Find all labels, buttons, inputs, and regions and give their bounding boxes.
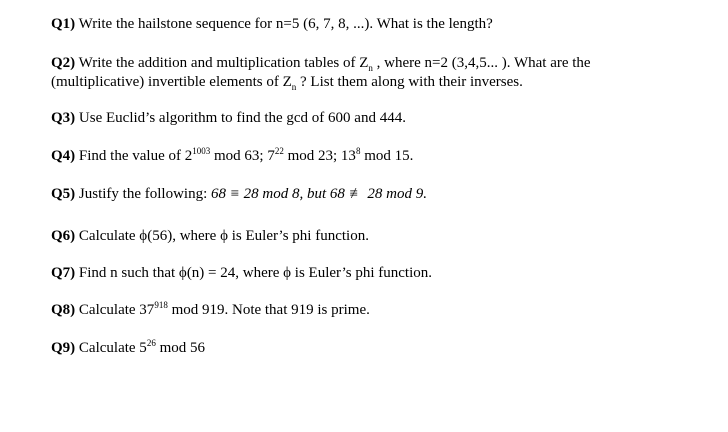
superscript: 22 [274, 146, 284, 156]
question-text: mod 15. [360, 148, 414, 164]
question-text: (multiplicative) invertible elements of Z [51, 74, 292, 90]
question-text: Justify the following: [75, 186, 211, 202]
question-2 [51, 54, 591, 72]
question-3 [51, 109, 406, 127]
question-number: Q3) [51, 110, 76, 126]
question-2-line-2 [51, 73, 523, 91]
subscript: n [291, 82, 297, 92]
question-text: Write the hailstone sequence for n=5 (6, 7, 8, ...). What is the length? [75, 16, 493, 32]
superscript: 26 [146, 338, 156, 348]
question-4 [51, 147, 413, 165]
question-number: Q8) [51, 302, 76, 318]
superscript: 1003 [192, 146, 211, 156]
question-number: Q1) [51, 16, 76, 32]
question-text: ? List them along with their inverses. [296, 74, 523, 90]
question-text: Calculate 37 [75, 302, 155, 318]
subscript: n [368, 63, 373, 73]
question-6 [51, 227, 369, 245]
question-text: Find n such that ϕ(n) = 24, where ϕ is Euler’s phi function. [75, 265, 433, 281]
question-number: Q5) [51, 186, 76, 202]
question-8 [51, 301, 370, 319]
question-text: Calculate ϕ(56), where ϕ is Euler’s phi function. [75, 228, 369, 244]
question-number: Q9) [51, 340, 76, 356]
question-number: Q7) [51, 265, 76, 281]
superscript: 8 [355, 146, 361, 156]
congruence-statement: 68 ≡ 28 mod 8, but 68 ≢ 28 mod 9. [211, 186, 427, 202]
question-text: mod 23; 13 [283, 148, 356, 164]
question-7 [51, 264, 432, 282]
question-9 [51, 339, 205, 357]
question-text: Use Euclid’s algorithm to find the gcd of 600 and 444. [75, 110, 406, 126]
question-5 [51, 185, 427, 203]
question-text: , where n=2 (3,4,5... ). What are the [372, 55, 591, 71]
question-number: Q6) [51, 228, 76, 244]
superscript: 918 [154, 300, 168, 310]
question-text: mod 56 [155, 340, 205, 356]
question-number: Q4) [51, 148, 76, 164]
question-text: Calculate 5 [75, 340, 147, 356]
question-number: Q2) [51, 55, 76, 71]
question-text: Write the addition and multiplication tables of Z [75, 55, 369, 71]
question-text: Find the value of 2 [75, 148, 193, 164]
question-text: mod 919. Note that 919 is prime. [167, 302, 370, 318]
question-1 [51, 15, 493, 33]
question-text: mod 63; 7 [210, 148, 275, 164]
